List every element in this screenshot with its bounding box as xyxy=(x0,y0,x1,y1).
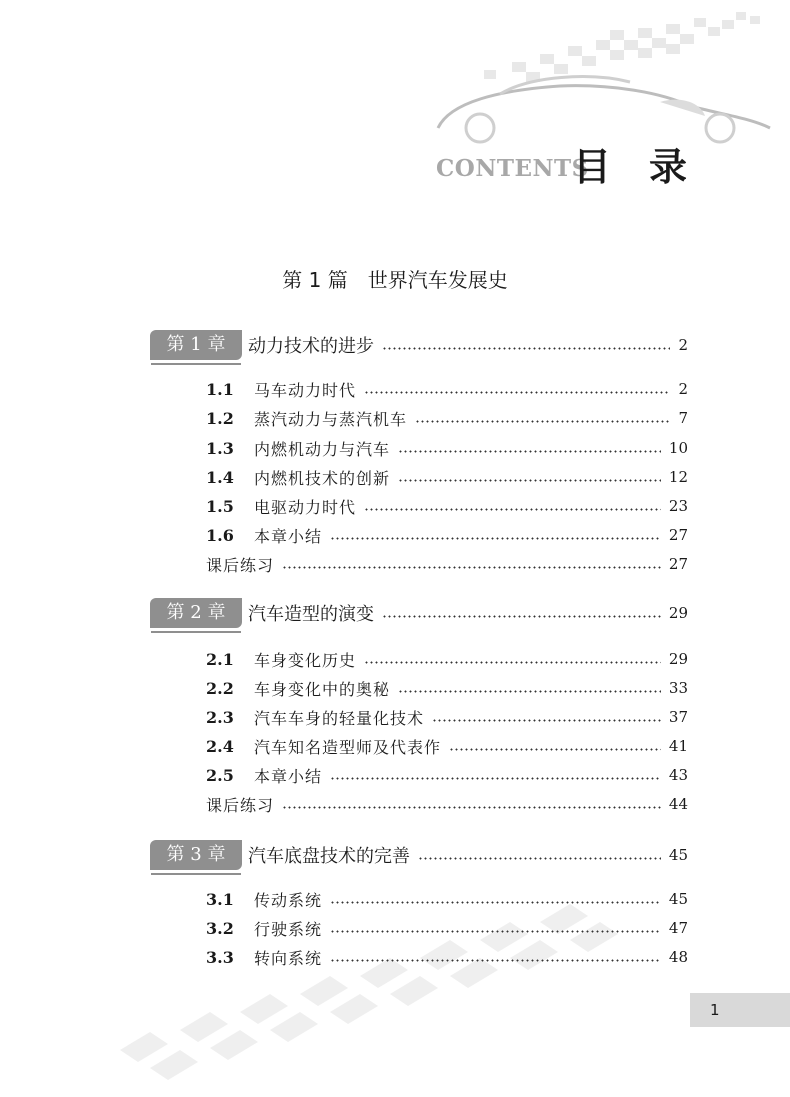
section-number: 2.2 xyxy=(206,678,234,698)
exercise-page: 44 xyxy=(668,795,688,813)
dot-leader xyxy=(330,930,661,933)
dot-leader xyxy=(449,748,661,751)
section-title: 内燃机技术的创新 xyxy=(254,468,391,488)
toc-entry[interactable] xyxy=(206,647,688,671)
part-title: 第 1 篇 世界汽车发展史 xyxy=(282,268,508,292)
toc-entry[interactable] xyxy=(206,887,688,911)
section-page: 12 xyxy=(668,468,688,486)
chapter-page: 45 xyxy=(668,846,688,864)
section-number: 2.4 xyxy=(206,736,234,756)
chapter-badge: 第 3 章 xyxy=(150,840,242,870)
contents-heading-en: CONTENTS xyxy=(436,155,589,182)
dot-leader xyxy=(418,857,661,860)
dot-leader xyxy=(330,959,661,962)
dot-leader xyxy=(330,777,661,780)
section-page: 37 xyxy=(668,708,688,726)
chapter-page: 2 xyxy=(678,336,688,354)
dot-leader xyxy=(282,806,661,809)
section-title: 本章小结 xyxy=(254,526,323,546)
dot-leader xyxy=(432,719,661,722)
dot-leader xyxy=(282,566,661,569)
dot-leader xyxy=(415,420,670,423)
exercise-page: 27 xyxy=(668,555,688,573)
dot-leader xyxy=(364,391,670,394)
section-title: 蒸汽动力与蒸汽机车 xyxy=(254,409,408,429)
dot-leader xyxy=(364,661,661,664)
dot-leader xyxy=(398,479,661,482)
section-title: 车身变化中的奥秘 xyxy=(254,679,391,699)
section-page: 33 xyxy=(668,679,688,697)
toc-entry[interactable] xyxy=(206,406,688,430)
exercise-title: 课后练习 xyxy=(206,795,275,815)
chapter-heading[interactable] xyxy=(150,598,688,628)
toc-exercise-entry[interactable] xyxy=(206,792,688,816)
chapter-title: 动力技术的进步 xyxy=(248,336,374,357)
section-page: 45 xyxy=(668,890,688,908)
section-title: 电驱动力时代 xyxy=(254,497,357,517)
chapter-heading[interactable] xyxy=(150,330,688,360)
toc-entry[interactable] xyxy=(206,676,688,700)
section-number: 1.6 xyxy=(206,525,234,545)
section-page: 10 xyxy=(668,439,688,457)
section-number: 3.1 xyxy=(206,889,234,909)
dot-leader xyxy=(398,450,661,453)
section-number: 2.1 xyxy=(206,649,234,669)
section-number: 1.3 xyxy=(206,438,234,458)
toc-entry[interactable] xyxy=(206,465,688,489)
section-page: 43 xyxy=(668,766,688,784)
dot-leader xyxy=(382,347,670,350)
section-page: 41 xyxy=(668,737,688,755)
section-page: 29 xyxy=(668,650,688,668)
section-number: 1.5 xyxy=(206,496,234,516)
section-title: 车身变化历史 xyxy=(254,650,357,670)
chapter-badge: 第 2 章 xyxy=(150,598,242,628)
section-number: 2.3 xyxy=(206,707,234,727)
section-title: 汽车知名造型师及代表作 xyxy=(254,737,442,757)
section-page: 7 xyxy=(678,409,688,427)
section-title: 转向系统 xyxy=(254,948,323,968)
section-title: 汽车车身的轻量化技术 xyxy=(254,708,425,728)
section-number: 3.2 xyxy=(206,918,234,938)
section-number: 1.4 xyxy=(206,467,234,487)
chapter-title: 汽车底盘技术的完善 xyxy=(248,846,410,867)
section-page: 2 xyxy=(678,380,688,398)
dot-leader xyxy=(330,901,661,904)
toc-exercise-entry[interactable] xyxy=(206,552,688,576)
chapter-heading[interactable] xyxy=(150,840,688,870)
toc-entry[interactable] xyxy=(206,523,688,547)
dot-leader xyxy=(330,537,661,540)
section-title: 传动系统 xyxy=(254,890,323,910)
exercise-title: 课后练习 xyxy=(206,555,275,575)
toc-entry[interactable] xyxy=(206,436,688,460)
toc-entry[interactable] xyxy=(206,945,688,969)
toc-entry[interactable] xyxy=(206,377,688,401)
toc-entry[interactable] xyxy=(206,734,688,758)
chapter-badge: 第 1 章 xyxy=(150,330,242,360)
section-title: 马车动力时代 xyxy=(254,380,357,400)
section-number: 3.3 xyxy=(206,947,234,967)
dot-leader xyxy=(364,508,661,511)
dot-leader xyxy=(398,690,661,693)
contents-heading-cn: 目录 xyxy=(573,145,726,189)
toc-entry[interactable] xyxy=(206,916,688,940)
chapter-page: 29 xyxy=(668,604,688,622)
section-page: 23 xyxy=(668,497,688,515)
chapter-title: 汽车造型的演变 xyxy=(248,604,374,625)
section-title: 本章小结 xyxy=(254,766,323,786)
section-number: 1.1 xyxy=(206,379,234,399)
section-number: 1.2 xyxy=(206,408,234,428)
section-page: 27 xyxy=(668,526,688,544)
dot-leader xyxy=(382,615,661,618)
page-number: 1 xyxy=(690,993,790,1027)
toc-entry[interactable] xyxy=(206,494,688,518)
section-title: 行驶系统 xyxy=(254,919,323,939)
toc-entry[interactable] xyxy=(206,763,688,787)
toc-entry[interactable] xyxy=(206,705,688,729)
section-title: 内燃机动力与汽车 xyxy=(254,439,391,459)
section-number: 2.5 xyxy=(206,765,234,785)
section-page: 48 xyxy=(668,948,688,966)
section-page: 47 xyxy=(668,919,688,937)
